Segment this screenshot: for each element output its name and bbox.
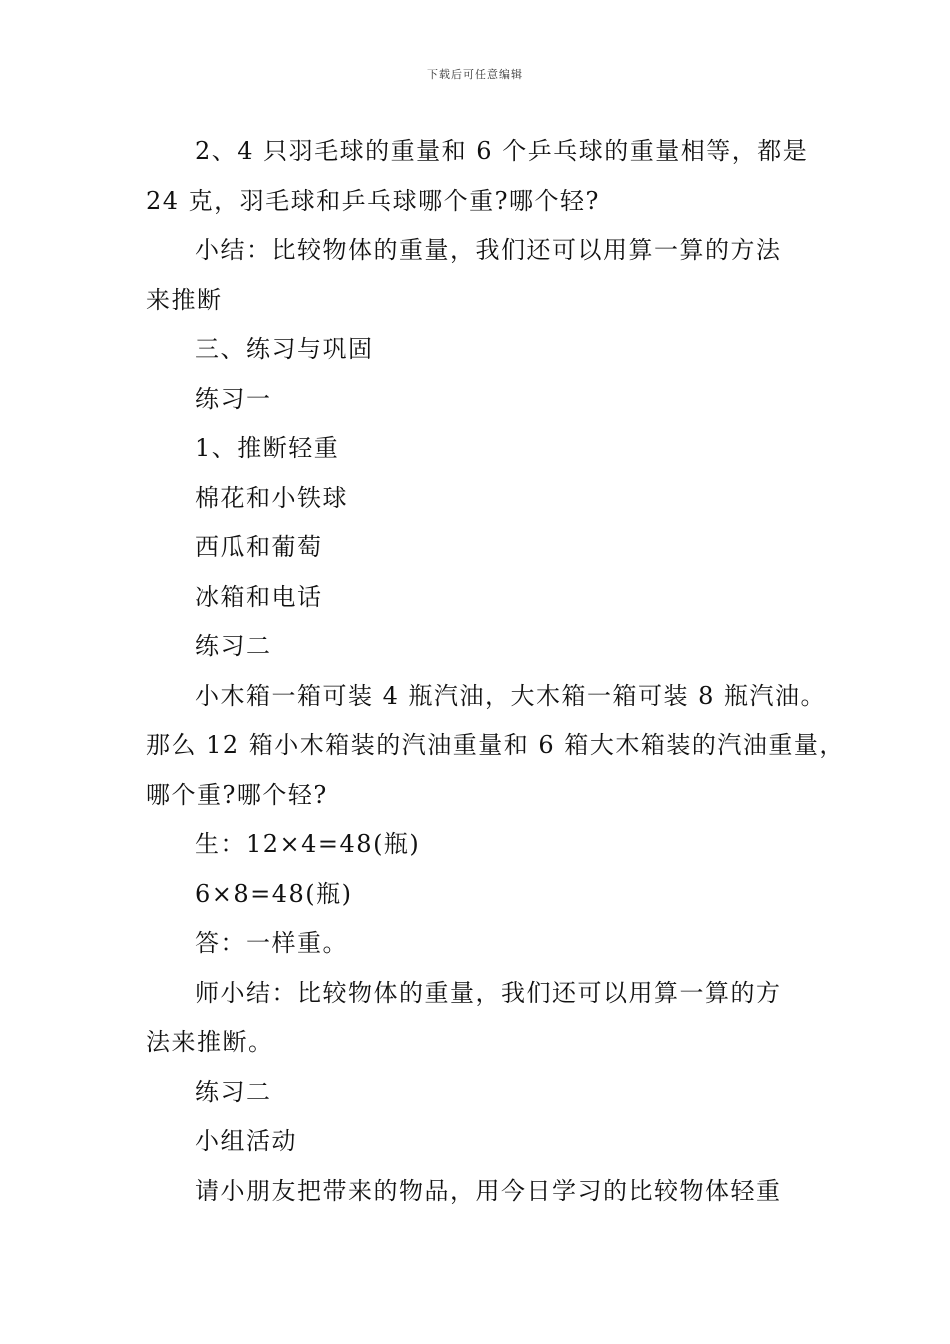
paragraph-line: 6×8=48(瓶) bbox=[195, 879, 353, 908]
exercise-heading: 练习二 bbox=[195, 632, 272, 660]
paragraph-line: 请小朋友把带来的物品，用今日学习的比较物体轻重 bbox=[195, 1176, 782, 1205]
paragraph-line: 来推断 bbox=[146, 285, 223, 314]
paragraph-line: 法来推断。 bbox=[146, 1028, 274, 1056]
paragraph-line: 小木箱一箱可装 4 瓶汽油，大木箱一箱可装 8 瓶汽油。 bbox=[195, 681, 827, 710]
paragraph-line: 答：一样重。 bbox=[195, 929, 348, 957]
page-header: 下载后可任意编辑 bbox=[427, 68, 523, 81]
paragraph-line: 哪个重?哪个轻? bbox=[146, 780, 328, 809]
list-item: 冰箱和电话 bbox=[195, 582, 323, 611]
list-item: 西瓜和葡萄 bbox=[195, 533, 323, 561]
paragraph-line: 小结：比较物体的重量，我们还可以用算一算的方法 bbox=[195, 236, 782, 264]
exercise-heading: 练习一 bbox=[195, 384, 272, 413]
paragraph-line: 小组活动 bbox=[195, 1127, 297, 1155]
paragraph-line: 1、推断轻重 bbox=[195, 434, 340, 462]
document-body bbox=[146, 127, 845, 1216]
paragraph-line: 24 克，羽毛球和乒乓球哪个重?哪个轻? bbox=[146, 186, 600, 215]
list-item: 棉花和小铁球 bbox=[195, 483, 348, 512]
paragraph-line: 那么 12 箱小木箱装的汽油重量和 6 箱大木箱装的汽油重量， bbox=[146, 731, 845, 759]
paragraph-line: 生：12×4=48(瓶) bbox=[195, 830, 421, 858]
paragraph-line: 师小结：比较物体的重量，我们还可以用算一算的方 bbox=[195, 978, 782, 1007]
exercise-heading: 练习二 bbox=[195, 1077, 272, 1106]
paragraph-line: 2、4 只羽毛球的重量和 6 个乒乓球的重量相等，都是 bbox=[195, 137, 809, 165]
section-heading: 三、练习与巩固 bbox=[195, 335, 374, 363]
